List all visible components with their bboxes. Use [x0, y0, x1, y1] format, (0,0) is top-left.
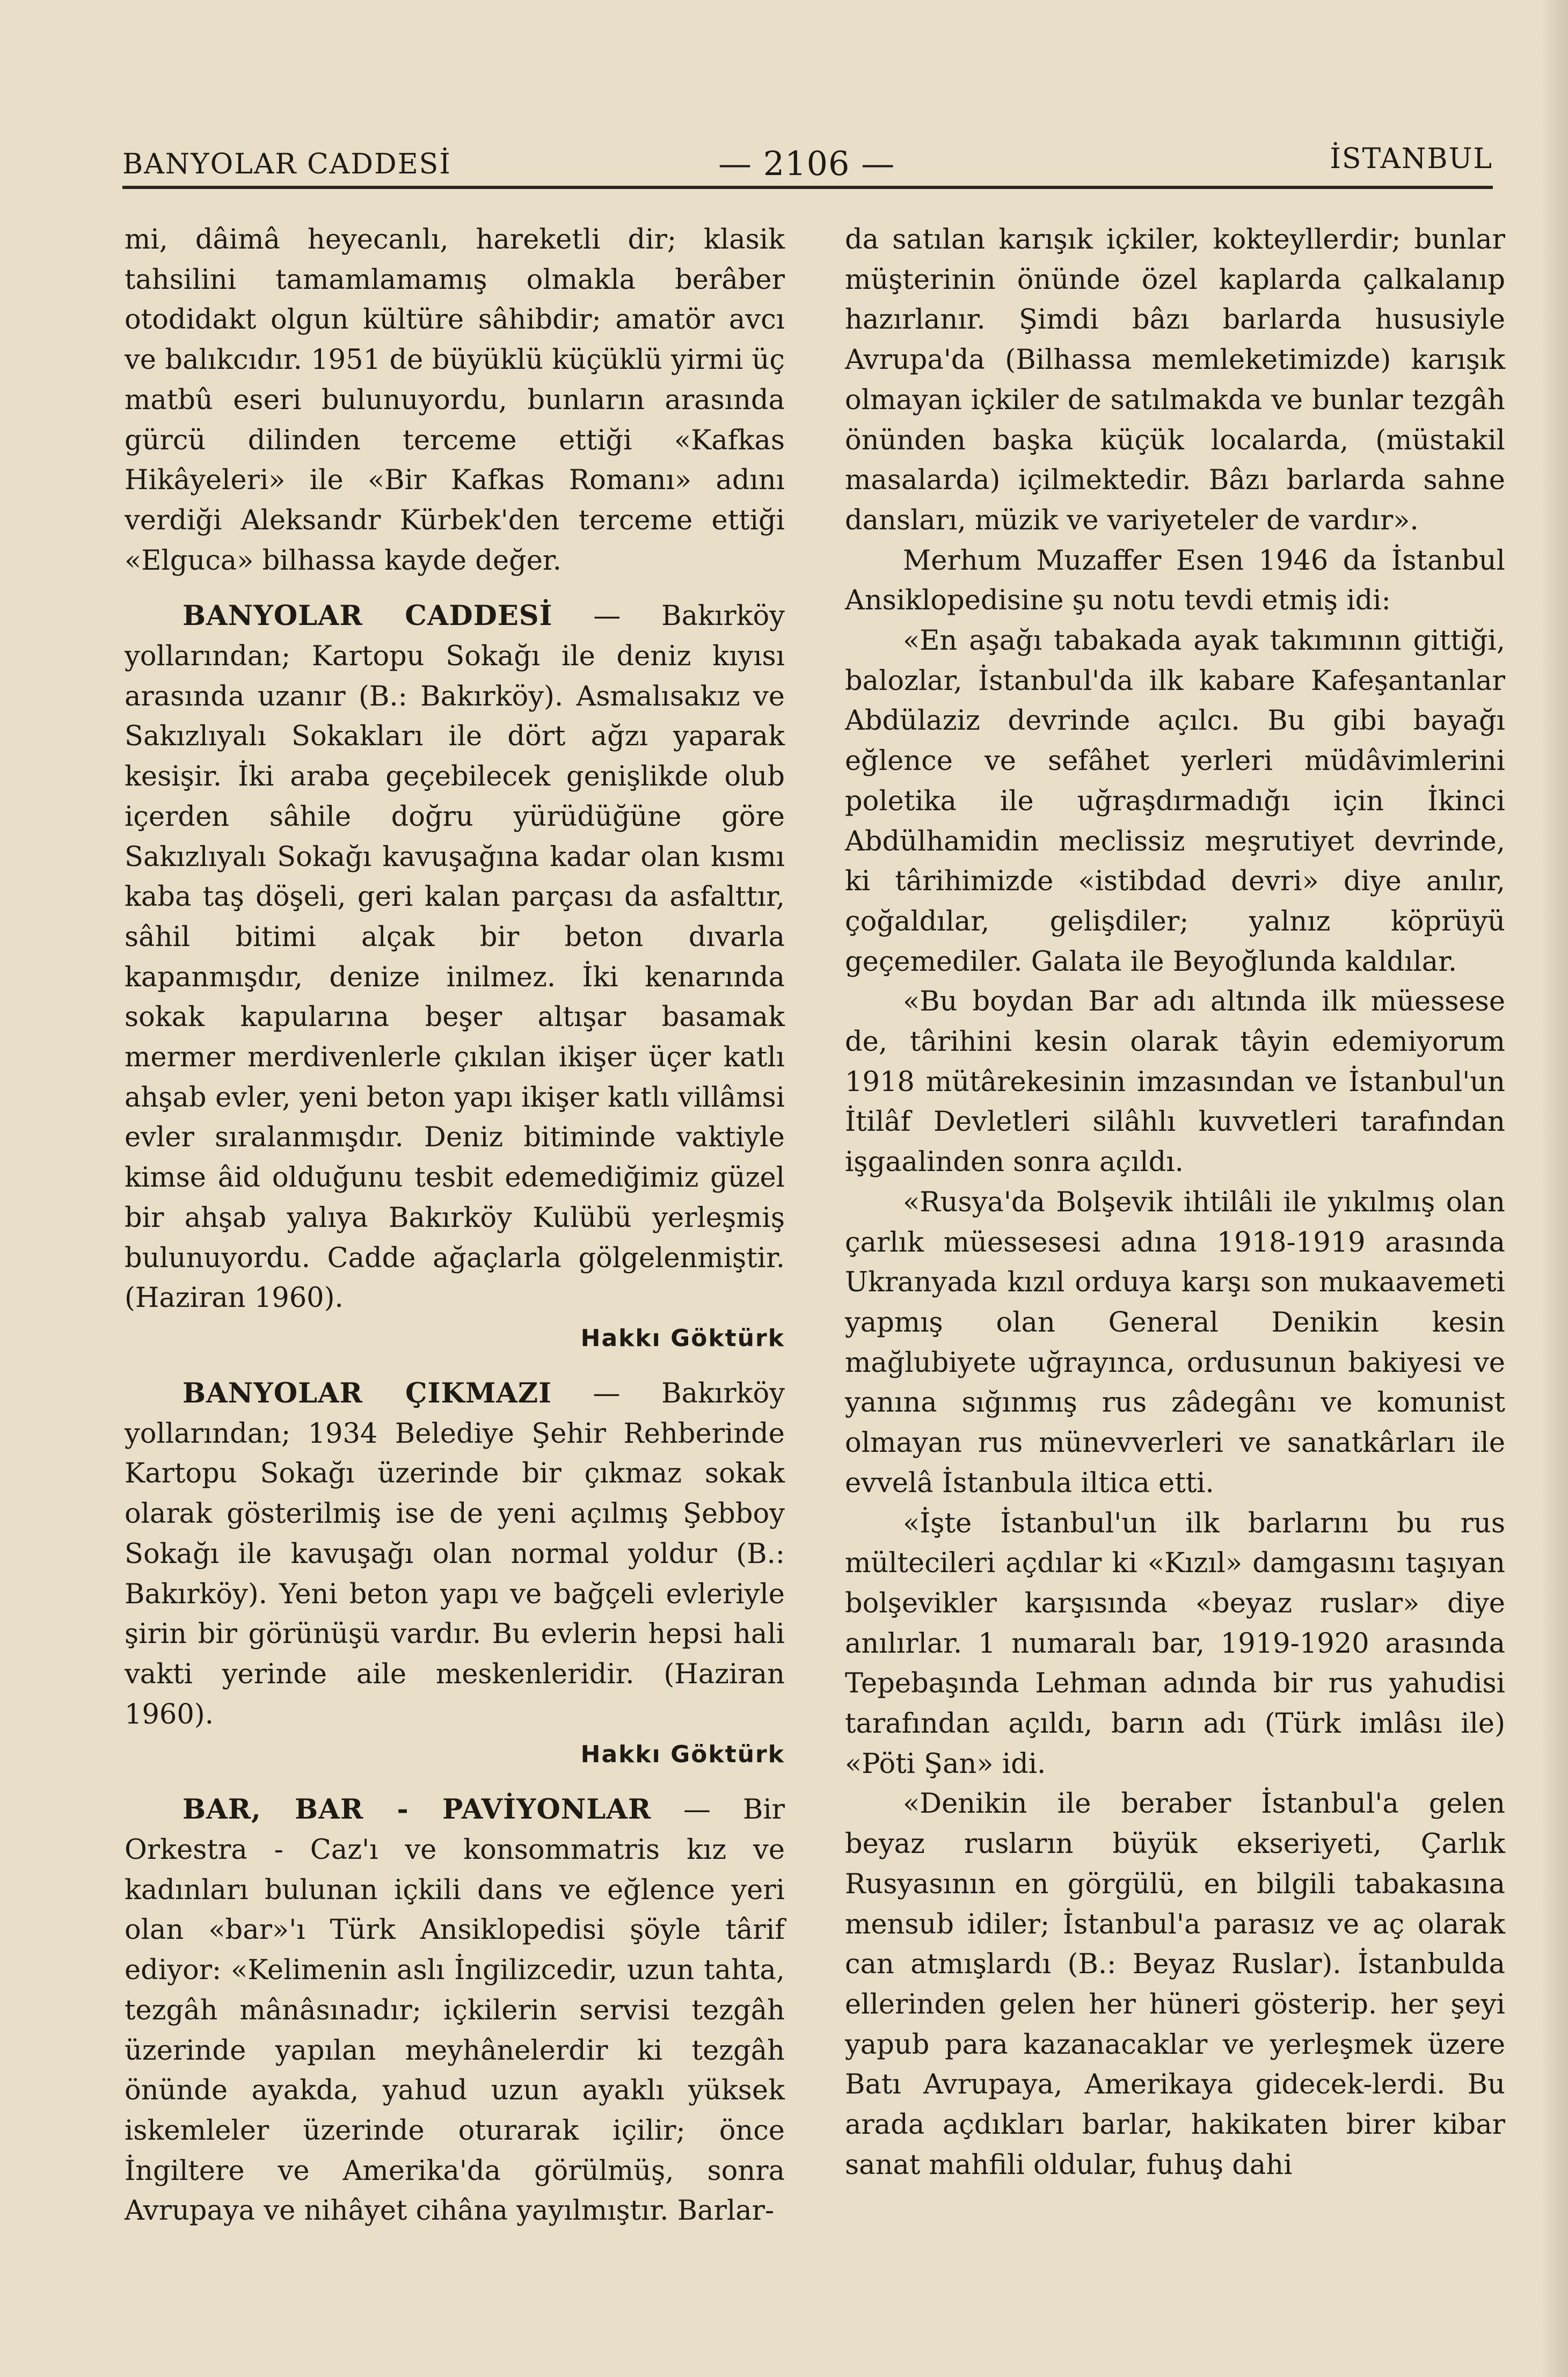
entry-author: Hakkı Göktürk	[580, 1741, 785, 1769]
left-column	[125, 220, 785, 2231]
entry-bar-paviyonlar	[125, 1790, 785, 2231]
paragraph: «Rusya'da Bolşevik ihtilâli ile yıkılmış olan çarlık müessesesi adına 1918-1919 arasında Ukranyada kızıl orduya karşı son mukaavemeti yapmış olan General Denikin kesin mağlubiyete uğrayınca, ordusunun bakiyesi ve yanına sığınmış rus zâdegânı ve komunist olmayan rus münevverleri ve sanatkârları ile evvelâ İstanbula iltica etti.	[845, 1186, 1505, 1499]
entry-term: BANYOLAR ÇIKMAZI	[183, 1377, 552, 1409]
paragraph: «İşte İstanbul'un ilk barlarını bu rus mültecileri açdılar ki «Kızıl» damgasını taşıyan bolşevikler karşısında «beyaz ruslar» diye anılırlar. 1 numaralı bar, 1919-1920 arasında Tepebaşında Lehman adında bir rus yahudisi tarafından açıldı, barın adı (Türk imlâsı ile) «Pöti Şan» idi.	[845, 1507, 1505, 1780]
running-head-right: İSTANBUL	[1330, 143, 1493, 175]
entry-term: BANYOLAR CADDESİ	[183, 600, 553, 633]
running-head-left: BANYOLAR CADDESİ	[122, 148, 451, 180]
paragraph: Merhum Muzaffer Esen 1946 da İstanbul Ansiklopedisine şu notu tevdi etmiş idi:	[845, 544, 1505, 617]
entry-text: — Bakırköy yollarından; Kartopu Sokağı ile deniz kıyısı arasında uzanır (B.: Bakırköy). Asmalısakız ve Sakızlıyalı Sokakları ile dört ağzı yaparak kesişir. İki araba geçebilecek genişlikde olub içerden sâhile doğru yürüdüğüne göre Sakızlıyalı Sokağı kavuşağına kadar olan kısmı kaba taş döşeli, geri kalan parçası da asfalttır, sâhil bitimi alçak bir beton dıvarla kapanmışdır, denize inilmez. İki kenarında sokak kapularına beşer altışar basamak mermer merdivenlerle çıkılan ikişer üçer katlı ahşab evler, yeni beton yapı ikişer katlı villâmsi evler sıralanmışdır. Deniz bitiminde vaktiyle kimse âid olduğunu tesbit edemediğimiz güzel bir ahşab yalıya Bakırköy Kulübü yerleşmiş bulunuyordu. Cadde ağaçlarla gölgelenmiştir. (Haziran 1960).	[125, 600, 785, 1314]
page-edge-shadow	[1541, 0, 1568, 2377]
paragraph: «Denikin ile beraber İstanbul'a gelen beyaz rusların büyük ekseriyeti, Çarlık Rusyasının en görgülü, en bilgili tabakasına mensub idiler; İstanbul'a parasız ve aç olarak can atmışlardı (B.: Beyaz Ruslar). İstanbulda ellerinden gelen her hüneri gösterip. her şeyi yapub para kazanacaklar ve yerleşmek üzere Batı Avrupaya, Amerikaya gidecek-lerdi. Bu arada açdıkları barlar, hakikaten birer kibar sanat mahfili oldular, fuhuş dahi	[845, 1788, 1505, 2181]
header-rule	[122, 186, 1493, 189]
paragraph: da satılan karışık içkiler, kokteyllerdir; bunlar müşterinin önünde özel kaplarda çalkalanıp hazırlanır. Şimdi bâzı barlarda hususiyle Avrupa'da (Bilhassa memleketimizde) karışık olmayan içkiler de satılmakda ve bunlar tezgâh önünden başka küçük localarda, (müstakil masalarda) içilmektedir. Bâzı barlarda sahne dansları, müzik ve variyeteler de vardır».	[845, 224, 1505, 536]
paragraph: «Bu boydan Bar adı altında ilk müessese de, târihini kesin olarak tâyin edemiyorum 1918 mütârekesinin imzasından ve İstanbul'un İtilâf Devletleri silâhlı kuvvetleri tarafından işgaalinden sonra açıldı.	[845, 986, 1505, 1179]
entry-text: — Bir Orkestra - Caz'ı ve konsommatris kız ve kadınları bulunan içkili dans ve eğlence yeri olan «bar»'ı Türk Ansiklopedisi şöyle târif ediyor: «Kelimenin aslı İngilizcedir, uzun tahta, tezgâh mânâsınadır; içkilerin servisi tezgâh üzerinde yapılan meyhânelerdir ki tezgâh önünde ayakda, yahud uzun ayaklı yüksek iskemleler üzerinde oturarak içilir; önce İngiltere ve Amerika'da görülmüş, sonra Avrupaya ve nihâyet cihâna yayılmıştır. Barlar-	[125, 1794, 785, 2227]
page-header	[122, 132, 1493, 191]
continued-paragraph: mi, dâimâ heyecanlı, hareketli dir; klasik tahsilini tamamlamamış olmakla berâber otodidakt olgun kültüre sâhibdir; amatör avcı ve balıkcıdır. 1951 de büyüklü küçüklü yirmi üç matbû eseri bulunuyordu, bunların arasında gürcü dilinden terceme ettiği «Kafkas Hikâyeleri» ile «Bir Kafkas Romanı» adını verdiği Aleksandr Kürbek'den terceme ettiği «Elguca» bilhassa kayde değer.	[125, 224, 785, 577]
paragraph: «En aşağı tabakada ayak takımının gittiği, balozlar, İstanbul'da ilk kabare Kafeşantanlar Abdülaziz devrinde açılcı. Bu gibi bayağı eğlence ve sefâhet yerleri müdâvimlerini poletika ile uğraşdırmadığı için İkinci Abdülhamidin meclissiz meşrutiyet devrinde, ki târihimizde «istibdad devri» diye anılır, çoğaldılar, gelişdiler; yalnız köprüyü geçemediler. Galata ile Beyoğlunda kaldılar.	[845, 625, 1505, 978]
entry-banyolar-cikmazi	[125, 1373, 785, 1735]
page-number: — 2106 —	[718, 144, 895, 183]
entry-term: BAR, BAR - PAVİYONLAR	[183, 1793, 652, 1826]
entry-author: Hakkı Göktürk	[580, 1324, 785, 1352]
entry-banyolar-caddesi	[125, 596, 785, 1319]
right-column	[845, 220, 1505, 2185]
entry-text: — Bakırköy yollarından; 1934 Belediye Şehir Rehberinde Kartopu Sokağı üzerinde bir çıkmaz sokak olarak gösterilmiş ise de yeni açılmış Şebboy Sokağı ile kavuşağı olan normal yoldur (B.: Bakırköy). Yeni beton yapı ve bağçeli evleriyle şirin bir görünüşü vardır. Bu evlerin hepsi hali vakti yerinde aile meskenleridir. (Haziran 1960).	[125, 1377, 785, 1731]
